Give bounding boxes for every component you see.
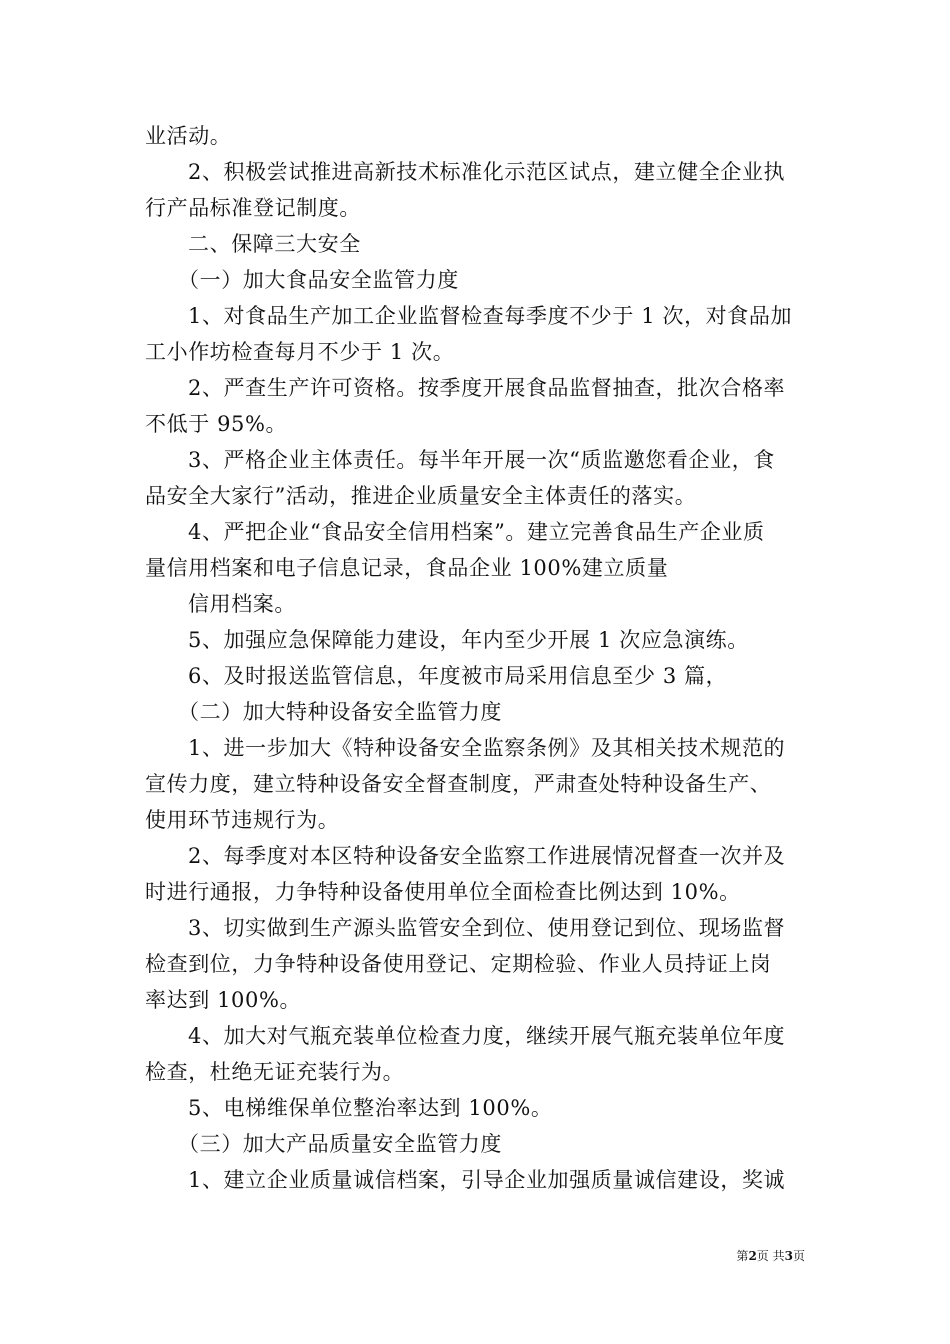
footer-suffix: 页 — [792, 1249, 805, 1263]
text-line: 不低于 95%。 — [145, 412, 288, 436]
text-line: 使用环节违规行为。 — [145, 808, 340, 832]
text-line: 3、切实做到生产源头监管安全到位、使用登记到位、现场监督 — [188, 916, 786, 940]
text-line: 5、加强应急保障能力建设，年内至少开展 1 次应急演练。 — [188, 628, 749, 652]
text-line: 量信用档案和电子信息记录，食品企业 100%建立质量 — [145, 556, 669, 580]
text-line: 信用档案。 — [188, 592, 296, 616]
text-line: 率达到 100%。 — [145, 988, 302, 1012]
footer-prefix: 第 — [736, 1249, 749, 1263]
text-line: 业活动。 — [145, 124, 232, 148]
section-heading: 二、保障三大安全 — [188, 232, 361, 256]
text-line: 时进行通报，力争特种设备使用单位全面检查比例达到 10%。 — [145, 880, 741, 904]
text-line: 检查，杜绝无证充装行为。 — [145, 1060, 405, 1084]
current-page-number: 2 — [748, 1249, 757, 1263]
subsection-heading: （二）加大特种设备安全监管力度 — [178, 700, 502, 724]
footer-middle: 页 共 — [756, 1249, 785, 1263]
subsection-heading: （三）加大产品质量安全监管力度 — [178, 1132, 502, 1156]
text-line: 1、对食品生产加工企业监督检查每季度不少于 1 次，对食品加 — [188, 304, 793, 328]
text-line: 1、进一步加大《特种设备安全监察条例》及其相关技术规范的 — [188, 736, 786, 760]
text-line: 3、严格企业主体责任。每半年开展一次“质监邀您看企业，食 — [188, 448, 775, 472]
text-line: 2、严查生产许可资格。按季度开展食品监督抽查，批次合格率 — [188, 376, 786, 400]
text-line: 品安全大家行”活动，推进企业质量安全主体责任的落实。 — [145, 484, 697, 508]
text-line: 6、及时报送监管信息，年度被市局采用信息至少 3 篇， — [188, 664, 728, 688]
text-line: 检查到位，力争特种设备使用登记、定期检验、作业人员持证上岗 — [145, 952, 772, 976]
text-line: 宣传力度，建立特种设备安全督查制度，严肃查处特种设备生产、 — [145, 772, 772, 796]
total-page-number: 3 — [784, 1249, 793, 1263]
text-line: 4、严把企业“食品安全信用档案”。建立完善食品生产企业质 — [188, 520, 765, 544]
text-line: 1、建立企业质量诚信档案，引导企业加强质量诚信建设，奖诚 — [188, 1168, 786, 1192]
text-line: 5、电梯维保单位整治率达到 100%。 — [188, 1096, 553, 1120]
subsection-heading: （一）加大食品安全监管力度 — [178, 268, 459, 292]
text-line: 工小作坊检查每月不少于 1 次。 — [145, 340, 455, 364]
page-footer — [736, 1248, 805, 1264]
text-line: 2、积极尝试推进高新技术标准化示范区试点，建立健全企业执 — [188, 160, 786, 184]
text-line: 4、加大对气瓶充装单位检查力度，继续开展气瓶充装单位年度 — [188, 1024, 786, 1048]
text-line: 2、每季度对本区特种设备安全监察工作进展情况督查一次并及 — [188, 844, 786, 868]
text-line: 行产品标准登记制度。 — [145, 196, 361, 220]
